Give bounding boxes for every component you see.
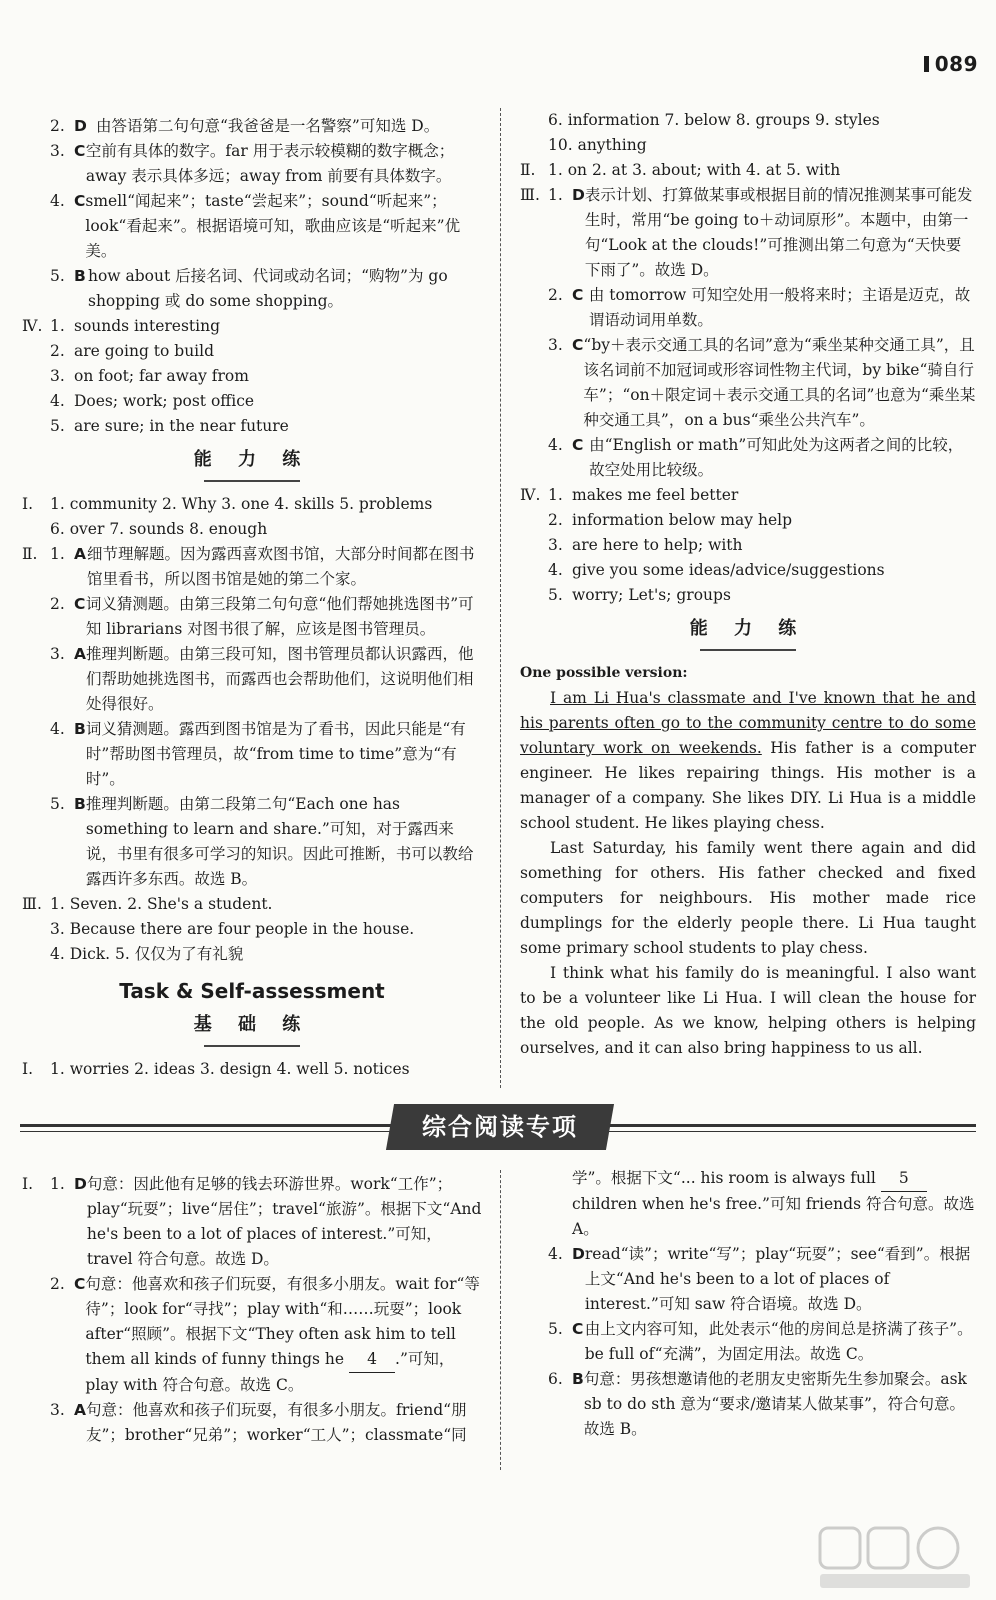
essay-paragraph: I think what his family do is meaningful. I also want to be a volunteer like Li Hua. I will clean the house for the old people. As we know, helping others is helping ourselves, and it can also bring happiness to us all. bbox=[520, 964, 976, 1057]
answer-item: 2. D 由答语第二句句意“我爸爸是一名警察”可知选 D。 bbox=[50, 117, 440, 135]
task-self-assessment-title: Task & Self-assessment bbox=[119, 979, 385, 1003]
reading-item: Ⅰ. 1. D 句意：因此他有足够的钱去环游世界。work“工作”；play“玩耍”；live“居住”；travel“旅游”。根据下文“And he's been to a lot of places of interest.”可知，travel 符合句意。故选 D。 bbox=[22, 1175, 482, 1268]
sec4-item: 3. are here to help; with bbox=[548, 536, 743, 554]
right-column bbox=[520, 108, 976, 1061]
answer-line: 6. information 7. below 8. groups 9. styles bbox=[548, 111, 880, 129]
ability-sec2-item: Ⅱ. 1. A 细节理解题。因为露西喜欢图书馆，大部分时间都在图书馆里看书，所以图书馆是她的第二个家。 bbox=[22, 545, 475, 588]
reading-continuation: 学”。根据下文“... his room is always full 5 children when he's free.”可知 friends 符合句意。故选 A。 bbox=[520, 1166, 976, 1242]
page-number: 089 bbox=[924, 52, 978, 77]
section-band bbox=[0, 1098, 996, 1158]
section-4-item: 3. on foot; far away from bbox=[50, 367, 249, 385]
ability-sec3-line: Ⅲ. 1. Seven. 2. She's a student. bbox=[22, 895, 273, 913]
section-4-item: 4. Does; work; post office bbox=[50, 392, 255, 410]
ability-sec2-item: 3. A 推理判断题。由第三段可知，图书管理员都认识露西，他们帮助她挑选图书，而露西也会帮助他们，这说明他们相处得很好。 bbox=[50, 645, 474, 713]
bottom-left-column bbox=[22, 1172, 482, 1448]
essay bbox=[520, 661, 976, 1061]
essay-heading: One possible version: bbox=[520, 665, 688, 681]
answer-blank: 5 bbox=[881, 1166, 927, 1192]
ability-sec1-line: 6. over 7. sounds 8. enough bbox=[50, 520, 268, 538]
basic-line: Ⅰ. 1. worries 2. ideas 3. design 4. well 5. notices bbox=[22, 1060, 410, 1078]
ability-sec2-item: 4. B 词义猜测题。露西到图书馆是为了看书，因此只能是“有时”帮助图书管理员，故“from time to time”意为“有时”。 bbox=[50, 720, 466, 788]
sec4-item: 2. information below may help bbox=[548, 511, 793, 529]
column-divider bbox=[500, 108, 501, 1088]
reading-item: 3. A 句意：他喜欢和孩子们玩耍，有很多小朋友。friend“朋友”；brother“兄弟”；worker“工人”；classmate“同 bbox=[50, 1401, 467, 1444]
band-title: 综合阅读专项 bbox=[386, 1104, 614, 1150]
essay-paragraph: I am Li Hua's classmate and I've known that he and his parents often go to the community centre to do some voluntary work on weekends. His father is a computer engineer. He likes repairing things. His mother is a manager of a company. She likes DIY. Li Hua is a middle school student. He likes playing chess. bbox=[520, 689, 977, 832]
sec3-item: 2. C 由 tomorrow 可知空处用一般将来时；主语是迈克，故谓语动词用单数。 bbox=[548, 286, 971, 329]
answer-line: 10. anything bbox=[548, 136, 647, 154]
answer-item: 3. C 空前有具体的数字。far 用于表示较模糊的数字概念；away 表示具体多远；away from 前要有具体数字。 bbox=[50, 142, 455, 185]
sec3-item: 3. C “by＋表示交通工具的名词”意为“乘坐某种交通工具”，且该名词前不加冠词或形容词性物主代词，by bike“骑自行车”；“on＋限定词＋表示交通工具的名词”也意为“乘坐某种交通工具”，on a bus“乘坐公共汽车”。 bbox=[548, 336, 976, 429]
answer-item: 4. C smell“闻起来”；taste“尝起来”；sound“听起来”；look“看起来”。根据语境可知，歌曲应该是“听起来”优美。 bbox=[50, 192, 461, 260]
basic-section-title: 基 础 练 bbox=[22, 1012, 482, 1047]
section-4-item: 5. are sure; in the near future bbox=[50, 417, 289, 435]
answer-blank: 4 bbox=[349, 1347, 395, 1373]
sec3-item: Ⅲ. 1. D 表示计划、打算做某事或根据目前的情况推测某事可能发生时，常用“be going to＋动词原形”。本题中，由第一句“Look at the clouds!”可推测出第二句意为“天快要下雨了”。故选 D。 bbox=[520, 186, 973, 279]
sec2-line: Ⅱ. 1. on 2. at 3. about; with 4. at 5. with bbox=[520, 161, 841, 179]
sec4-item: 5. worry; Let's; groups bbox=[548, 586, 731, 604]
sec4-item: 4. give you some ideas/advice/suggestions bbox=[548, 561, 885, 579]
ability-section-title: 能 力 练 bbox=[22, 447, 482, 482]
section-4-item: 2. are going to build bbox=[50, 342, 215, 360]
reading-item: 5. C 由上文内容可知，此处表示“他的房间总是挤满了孩子”。be full of“充满”，为固定用法。故选 C。 bbox=[548, 1320, 973, 1363]
answer-item: 5. B how about 后接名词、代词或动名词；“购物”为 go shopping 或 do some shopping。 bbox=[50, 267, 448, 310]
right-ability-section-title: 能 力 练 bbox=[520, 616, 976, 651]
watermark-logo-icon bbox=[816, 1522, 976, 1592]
section-4-item: Ⅳ. 1. sounds interesting bbox=[22, 317, 221, 335]
reading-item: 4. D read“读”；write“写”；play“玩耍”；see“看到”。根据上文“And he's been to a lot of places of interest.”可知 saw 符合语境。故选 D。 bbox=[548, 1245, 971, 1313]
reading-item: 6. B 句意：男孩想邀请他的老朋友史密斯先生参加聚会。ask sb to do sth 意为“要求/邀请某人做某事”，符合句意。故选 B。 bbox=[548, 1370, 967, 1438]
ability-sec3-line: 3. Because there are four people in the house. bbox=[50, 920, 415, 938]
ability-sec2-item: 2. C 词义猜测题。由第三段第二句句意“他们帮她挑选图书”可知 librarians 对图书很了解，应该是图书管理员。 bbox=[50, 595, 474, 638]
ability-sec3-line: 4. Dick. 5. 仅仅为了有礼貌 bbox=[50, 945, 244, 963]
ability-sec2-item: 5. B 推理判断题。由第二段第二句“Each one has something to learn and share.”可知，对于露西来说，书里有很多可学习的知识。因此可推断，书可以教给露西许多东西。故选 B。 bbox=[50, 795, 474, 888]
ability-sec1-line: Ⅰ. 1. community 2. Why 3. one 4. skills 5. problems bbox=[22, 495, 433, 513]
left-column bbox=[22, 114, 482, 1082]
reading-item: 2. C 句意：他喜欢和孩子们玩耍，有很多小朋友。wait for“等待”；look for“寻找”；play with“和……玩耍”；look after“照顾”。根据下文“They often ask him to tell them all kinds of funny things he 4 .”可知，play with 符合句意。故选 C。 bbox=[50, 1275, 480, 1394]
column-divider-bottom bbox=[500, 1170, 501, 1470]
sec4-item: Ⅳ. 1. makes me feel better bbox=[520, 486, 739, 504]
essay-paragraph: Last Saturday, his family went there again and did something for others. His father checked and fixed computers for neighbours. His mother made rice dumplings for the elderly people there. Li Hua taught some primary school students to play chess. bbox=[520, 839, 976, 957]
bottom-right-column bbox=[520, 1166, 976, 1442]
essay-underlined-sentence: I am Li Hua's classmate and I've known that he and his parents often go to the community centre to do some voluntary work on weekends. bbox=[520, 689, 976, 757]
sec3-item: 4. C 由“English or math”可知此处为这两者之间的比较，故空处用比较级。 bbox=[548, 436, 964, 479]
